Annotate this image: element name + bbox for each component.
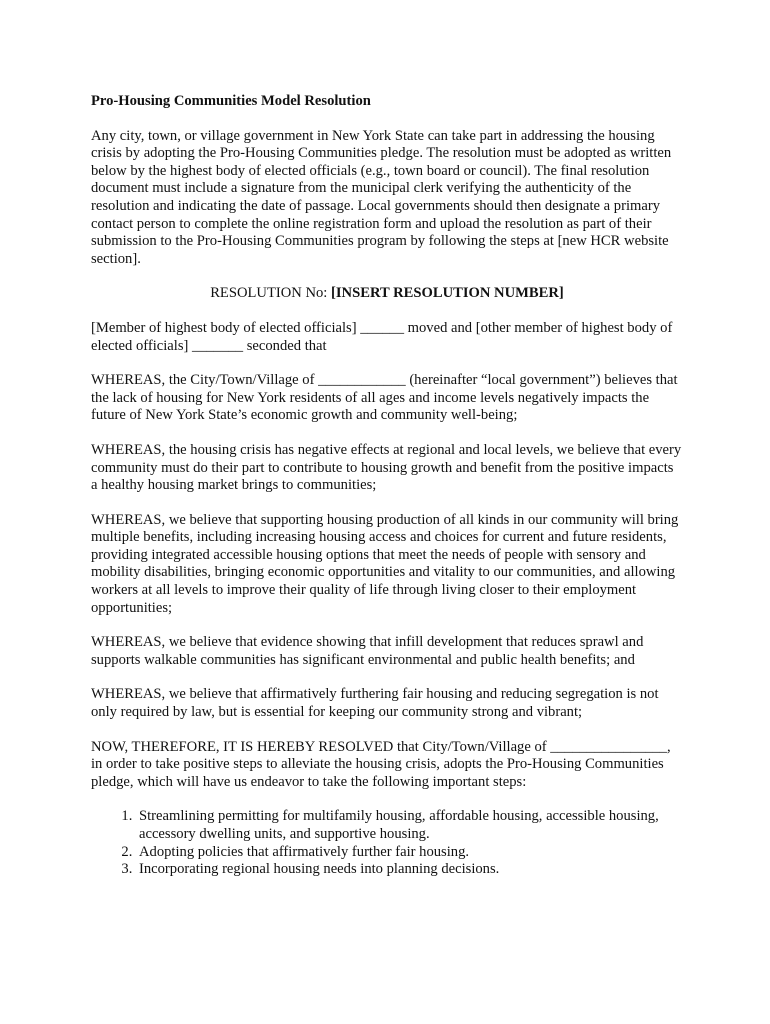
document-page xyxy=(91,93,683,879)
resolution-label: RESOLUTION No: xyxy=(210,285,332,302)
step-item-3: 3. Incorporating regional housing needs into planning decisions. xyxy=(136,861,683,879)
intro-paragraph: Any city, town, or village government in New York State can take part in addressing the housing crisis by adopting the Pro-Housing Communities pledge. The resolution must be adopted as written below by the highest body of elected officials (e.g., town board or council). The final resolution document must include a signature from the municipal clerk verifying the authenticity of the resolution and indicating the date of passage. Local governments should then designate a primary contact person to complete the online registration form and upload the resolution as part of their submission to the Pro-Housing Communities program by following the steps at [new HCR website section]. xyxy=(91,127,672,267)
steps-list xyxy=(91,808,683,878)
step-item-2: 2. Adopting policies that affirmatively further fair housing. xyxy=(136,844,683,862)
resolution-number-line xyxy=(91,285,683,303)
whereas-clause-5: WHEREAS, we believe that affirmatively furthering fair housing and reducing segregation is not only required by law, but is essential for keeping our community strong and vibrant; xyxy=(91,686,659,721)
resolved-paragraph: NOW, THEREFORE, IT IS HEREBY RESOLVED that City/Town/Village of ________________, in order to take positive steps to alleviate the housing crisis, adopts the Pro-Housing Communities pledge, which will have us endeavor to take the following important steps: xyxy=(91,738,671,790)
step-item-1: 1. Streamlining permitting for multifamily housing, affordable housing, accessible housing, accessory dwelling units, and supportive housing. xyxy=(136,808,683,843)
whereas-clause-2: WHEREAS, the housing crisis has negative effects at regional and local levels, we believe that every community must do their part to contribute to housing growth and benefit from the positive impacts a healthy housing market brings to communities; xyxy=(91,441,682,494)
whereas-clause-3: WHEREAS, we believe that supporting housing production of all kinds in our community will bring multiple benefits, including increasing housing access and choices for current and future residents, providing integrated accessible housing options that meet the needs of people with sensory and mobility disabilities, bringing economic opportunities and vitality to our communities, and allowing workers at all levels to improve their quality of life through living closer to their employment opportunities; xyxy=(91,511,679,616)
motion-paragraph: [Member of highest body of elected officials] ______ moved and [other member of highest body of elected officials] _______ seconded that xyxy=(91,319,673,354)
whereas-clause-4: WHEREAS, we believe that evidence showing that infill development that reduces sprawl and supports walkable communities has significant environmental and public health benefits; and xyxy=(91,634,644,668)
whereas-clause-1: WHEREAS, the City/Town/Village of ____________ (hereinafter “local government”) believes that the lack of housing for New York residents of all ages and income levels negatively impacts the future of New York State’s economic growth and community well-being; xyxy=(91,372,678,424)
document-title: Pro-Housing Communities Model Resolution xyxy=(91,93,371,109)
resolution-number: [INSERT RESOLUTION NUMBER] xyxy=(331,285,564,302)
